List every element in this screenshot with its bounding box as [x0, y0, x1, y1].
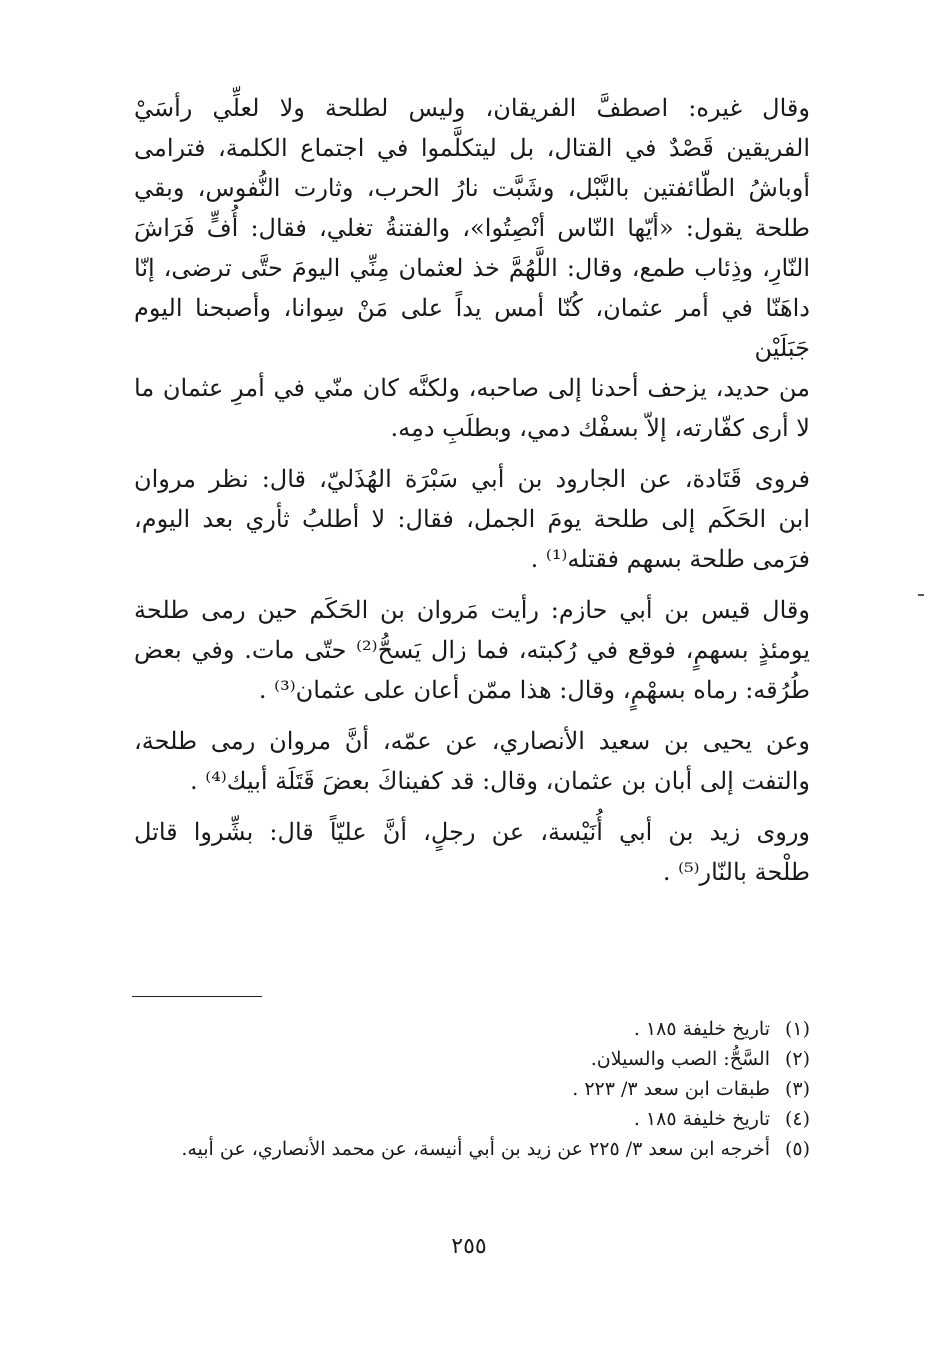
footnote-divider	[132, 996, 262, 997]
text-line: الفريقين قَصْدٌ في القتال، بل ليتكلَّموا في اجتماع الكلمة، فترامى	[134, 134, 810, 162]
text-line: من حديد، يزحف أحدنا إلى صاحبه، ولكنَّه كان منّي في أمرِ عثمان ما	[134, 374, 810, 402]
footnote-number: (٢)	[784, 1048, 810, 1070]
text-line: لا أرى كفّارته، إلاّ بسفْك دمي، وبطلَبِ دمِه.	[390, 414, 810, 442]
text-line: وقال غيره: اصطفَّ الفريقان، وليس لطلحة ولا لعلِّي رأسَيْ	[134, 94, 810, 122]
text-line: وروى زيد بن أبي أُنَيْسة، عن رجلٍ، أنَّ عليّاً قال: بشِّروا قاتل	[134, 818, 810, 846]
text-line: ابن الحَكَم إلى طلحة يومَ الجمل، فقال: لا أطلبُ ثأري بعد اليوم،	[134, 505, 810, 533]
text-line: داهَنّا في أمر عثمان، كُنّا أمس يداً على مَنْ سِوانا، وأصبحنا اليوم جَبَلَيْن	[134, 294, 810, 362]
text-line: وعن يحيى بن سعيد الأنصاري، عن عمّه، أنَّ مروان رمى طلحة،	[134, 727, 810, 755]
footnote-text: تاريخ خليفة ١٨٥ .	[633, 1018, 770, 1040]
footnote-text: السَّحُّ: الصب والسيلان.	[590, 1048, 770, 1070]
text-line: النّارِ، وذِئاب طمع، وقال: اللَّهُمَّ خذ لعثمان مِنِّي اليومَ حتَّى ترضى، إنّا	[134, 254, 810, 282]
footnote-number: (١)	[784, 1018, 810, 1040]
footnote-number: (٥)	[784, 1138, 810, 1160]
paragraph-3	[134, 590, 810, 710]
text-line: أوباشُ الطّائفتين بالنَّبْل، وشَبَّت نارُ الحرب، وثارت النُّفوس، وبقي	[134, 174, 810, 202]
text-line: وقال قيس بن أبي حازم: رأيت مَروان بن الحَكَم حين رمى طلحة	[134, 596, 810, 624]
footnote-1	[134, 1014, 810, 1044]
footnote-4	[134, 1104, 810, 1134]
paragraph-1	[134, 88, 810, 448]
text-line: والتفت إلى أبان بن عثمان، وقال: قد كفيناكَ بعضَ قَتَلَة أبيك⁽⁴⁾ .	[190, 767, 810, 795]
main-text	[134, 88, 810, 903]
text-line: طلحة يقول: «أيّها النّاس أنْصِتُوا»، والفتنةُ تغلي، فقال: أُفٍّ فَرَاشَ	[134, 214, 810, 242]
text-line: فروى قَتَادة، عن الجارود بن أبي سَبْرَة الهُذَليّ، قال: نظر مروان	[134, 465, 810, 493]
text-line: يومئذٍ بسهمٍ، فوقع في رُكبته، فما زال يَسحُّ⁽²⁾ حتّى مات. وفي بعض	[134, 636, 811, 664]
footnote-text: طبقات ابن سعد ٣/ ٢٢٣ .	[572, 1078, 770, 1100]
paragraph-2	[134, 459, 810, 579]
footnote-5	[134, 1134, 810, 1164]
text-line: طلْحة بالنّار⁽⁵⁾ .	[662, 858, 810, 886]
footnote-number: (٤)	[784, 1108, 810, 1130]
text-line: طُرُقه: رماه بسهْمٍ، وقال: هذا ممّن أعان على عثمان⁽³⁾ .	[258, 676, 810, 704]
margin-mark	[918, 594, 924, 596]
footnote-number: (٣)	[784, 1078, 810, 1100]
text-line: فرَمى طلحة بسهم فقتله⁽¹⁾ .	[530, 545, 810, 573]
paragraph-5	[134, 812, 810, 892]
footnote-3	[134, 1074, 810, 1104]
page-number: ٢٥٥	[451, 1234, 487, 1259]
paragraph-4	[134, 721, 810, 801]
footnote-text: تاريخ خليفة ١٨٥ .	[633, 1108, 770, 1130]
footnote-2	[134, 1044, 810, 1074]
footnote-text: أخرجه ابن سعد ٣/ ٢٢٥ عن زيد بن أبي أنيسة، عن محمد الأنصاري، عن أبيه.	[181, 1138, 770, 1160]
footnotes	[134, 1014, 810, 1164]
